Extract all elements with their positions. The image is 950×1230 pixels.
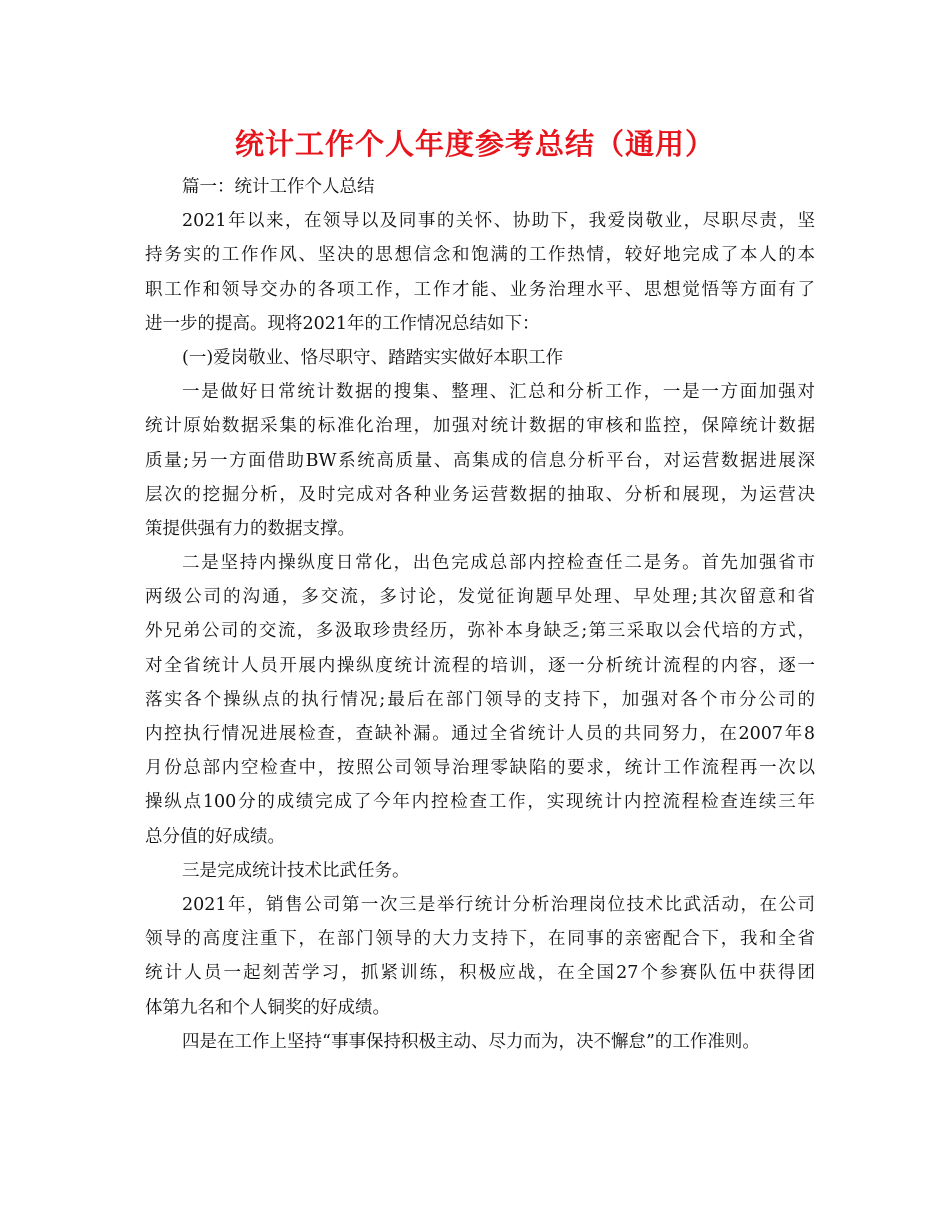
document-title: 统计工作个人年度参考总结（通用） xyxy=(234,127,715,161)
paragraph-line: 对全省统计人员开展内操纵度统计流程的培训，逐一分析统计流程的内容，逐一 xyxy=(145,655,815,676)
paragraph-line: 外兄弟公司的交流，多汲取珍贵经历，弥补本身缺乏;第三采取以会代培的方式， xyxy=(145,621,815,642)
paragraph-line: 统计人员一起刻苦学习，抓紧训练，积极应战，在全国27个参赛队伍中获得团 xyxy=(145,963,815,984)
paragraph-line: 操纵点100分的成绩完成了今年内控检查工作，实现统计内控流程检查连续三年 xyxy=(145,792,815,813)
section-heading: 篇一：统计工作个人总结 xyxy=(182,177,375,197)
paragraph-line: 质量;另一方面借助BW系统高质量、高集成的信息分析平台，对运营数据进展深 xyxy=(145,450,815,471)
paragraph-line: 进一步的提高。现将2021年的工作情况总结如下： xyxy=(145,313,540,334)
paragraph-line: 2021年，销售公司第一次三是举行统计分析治理岗位技术比武活动，在公司 xyxy=(182,894,815,915)
paragraph-line: 两级公司的沟通，多交流，多讨论，发觉征询题早处理、早处理;其次留意和省 xyxy=(145,587,815,608)
paragraph-line: 内控执行情况进展检查，查缺补漏。通过全省统计人员的共同努力，在2007年8 xyxy=(145,724,815,744)
paragraph-line: 2021年以来，在领导以及同事的关怀、协助下，我爱岗敬业，尽职尽责，坚 xyxy=(182,211,815,232)
paragraph-line: 二是坚持内操纵度日常化，出色完成总部内控检查任二是务。首先加强省市 xyxy=(182,553,815,574)
paragraph-line: 统计原始数据采集的标准化治理，加强对统计数据的审核和监控，保障统计数据 xyxy=(145,416,815,437)
paragraph-line: 落实各个操纵点的执行情况;最后在部门领导的支持下，加强对各个市分公司的 xyxy=(145,689,815,710)
paragraph-line: 层次的挖掘分析，及时完成对各种业务运营数据的抽取、分析和展现，为运营决 xyxy=(145,484,815,505)
paragraph-line: 三是完成统计技术比武任务。 xyxy=(182,860,410,881)
paragraph-line: 四是在工作上坚持“事事保持积极主动、尽力而为，决不懈怠”的工作准则。 xyxy=(182,1031,760,1052)
paragraph-line: 职工作和领导交办的各项工作，工作才能、业务治理水平、思想觉悟等方面有了 xyxy=(145,279,815,300)
paragraph-line: 持务实的工作作风、坚决的思想信念和饱满的工作热情，较好地完成了本人的本 xyxy=(145,245,815,266)
paragraph-line: 总分值的好成绩。 xyxy=(145,826,285,847)
paragraph-line: 领导的高度注重下，在部门领导的大力支持下，在同事的亲密配合下，我和全省 xyxy=(145,929,815,950)
paragraph-line: 体第九名和个人铜奖的好成绩。 xyxy=(145,997,390,1018)
paragraph-line: 月份总部内空检查中，按照公司领导治理零缺陷的要求，统计工作流程再一次以 xyxy=(145,758,815,779)
paragraph-line: 策提供强有力的数据支撑。 xyxy=(145,518,355,539)
paragraph-line: 一是做好日常统计数据的搜集、整理、汇总和分析工作，一是一方面加强对 xyxy=(182,382,815,403)
document-body xyxy=(145,170,815,1059)
subsection-heading: (一)爱岗敬业、恪尽职守、踏踏实实做好本职工作 xyxy=(182,347,564,368)
